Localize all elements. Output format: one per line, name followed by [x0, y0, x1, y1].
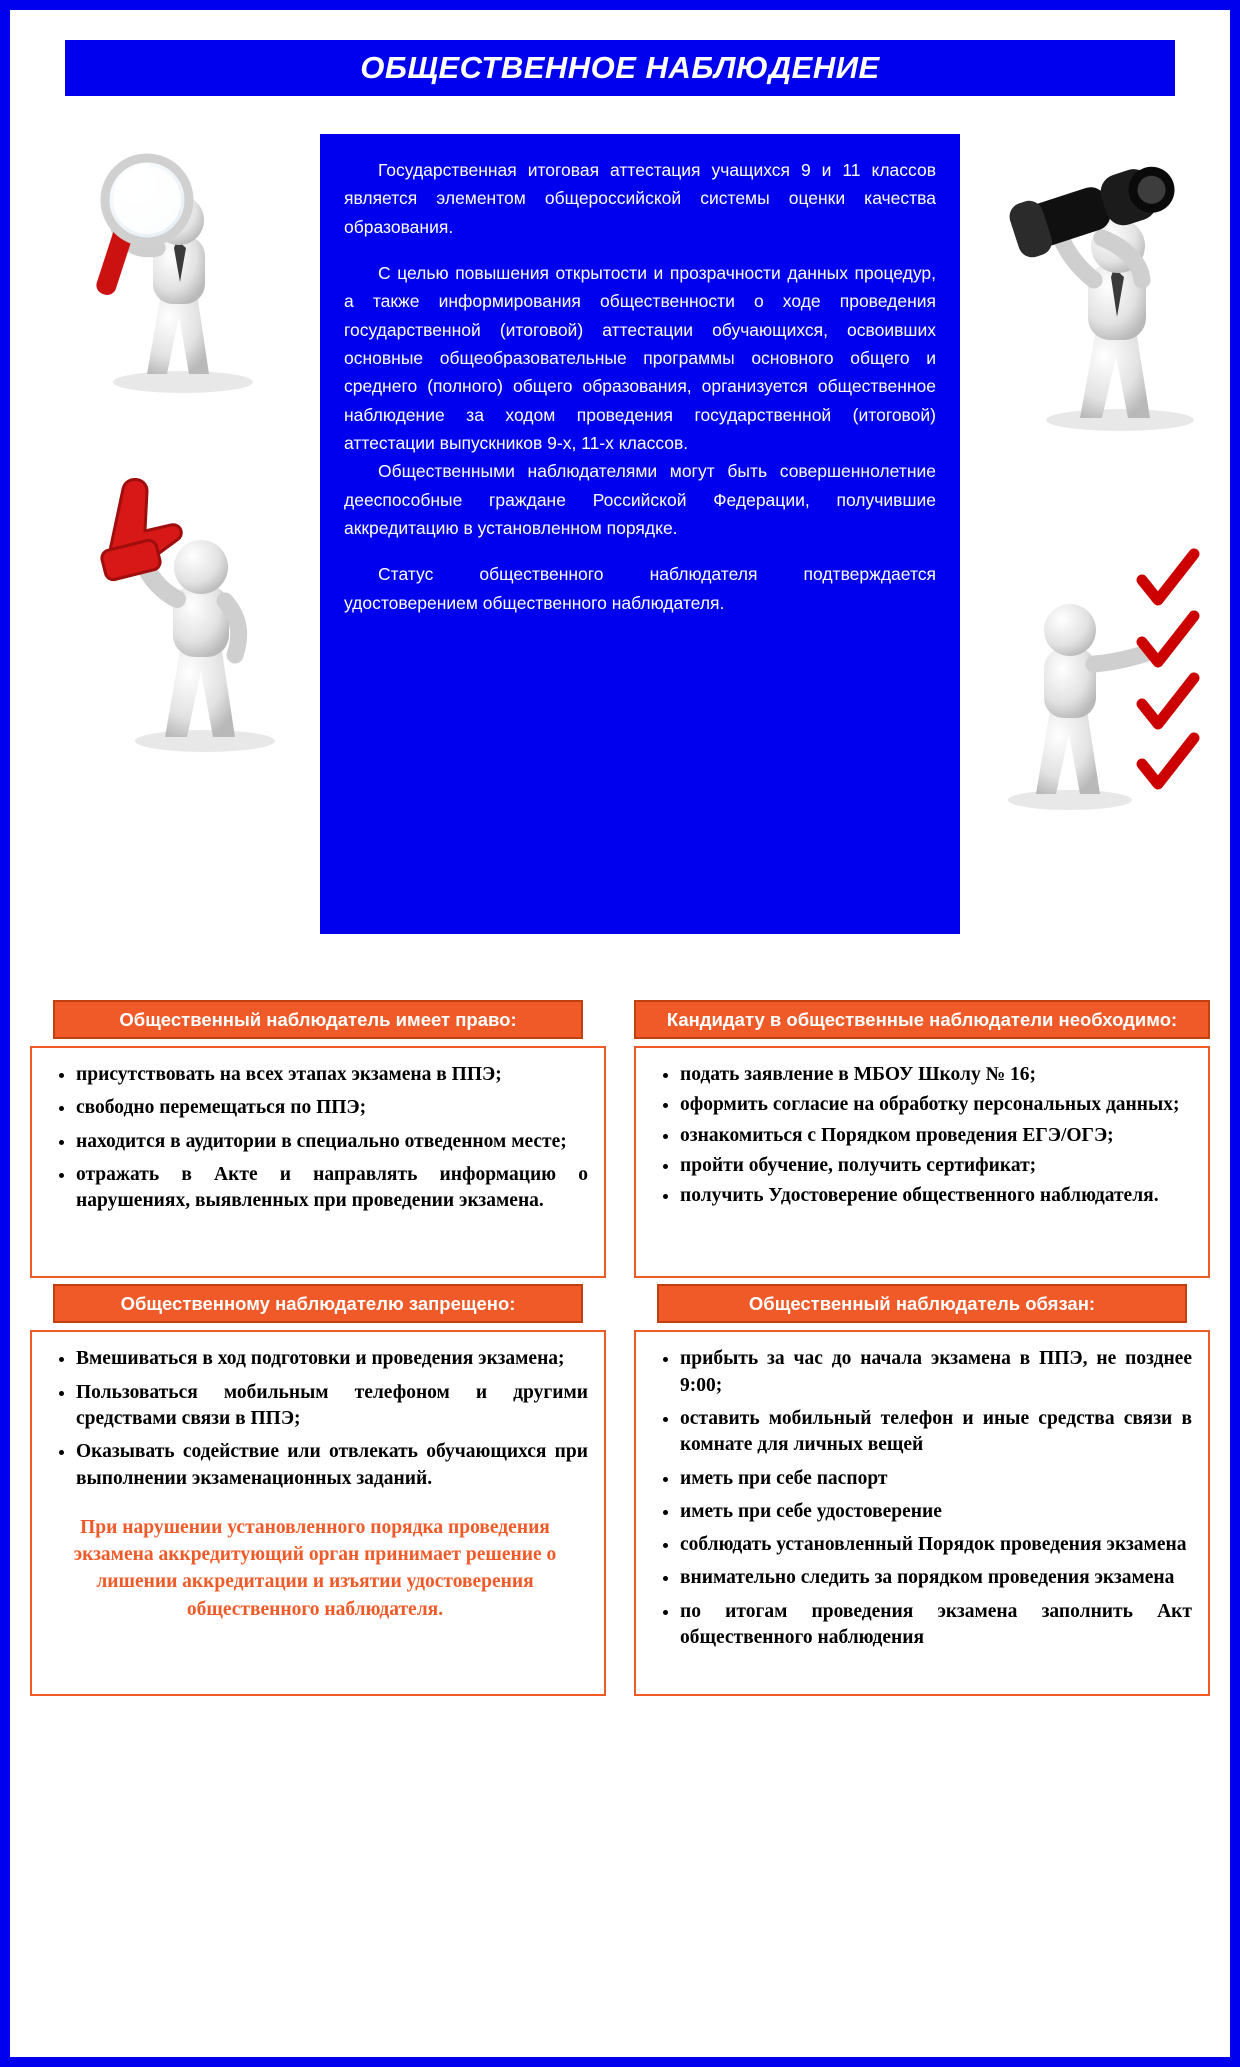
poster-title-bar	[65, 40, 1175, 96]
list-item: • Пользоваться мобильным телефоном и другими средствами связи в ППЭ;	[76, 1380, 588, 1433]
list-item: • Вмешиваться в ход подготовки и проведения экзамена;	[76, 1346, 588, 1372]
list-item: • пройти обучение, получить сертификат;	[680, 1153, 1192, 1179]
magnifier-figure	[65, 144, 295, 404]
list-item: • Оказывать содействие или отвлекать обучающихся при выполнении экзаменационных заданий.	[76, 1439, 588, 1492]
checkmarks-figure	[990, 534, 1230, 814]
panel-rights	[30, 1000, 606, 1278]
panel-forbidden-header: Общественному наблюдателю запрещено:	[53, 1284, 583, 1323]
list-item: • по итогам проведения экзамена заполнить Акт общественного наблюдения	[680, 1599, 1192, 1652]
list-item: • получить Удостоверение общественного наблюдателя.	[680, 1183, 1192, 1209]
panel-duties	[634, 1284, 1210, 1696]
list-item: • прибыть за час до начала экзамена в ППЭ, не позднее 9:00;	[680, 1346, 1192, 1399]
panel-candidate-header: Кандидату в общественные наблюдатели необходимо:	[634, 1000, 1210, 1039]
panel-duties-body	[634, 1330, 1210, 1696]
violation-warning: При нарушении установленного порядка проведения экзамена аккредитующий орган принимает решение о лишении аккредитации и изъятии удостоверения общественного наблюдателя.	[73, 1516, 557, 1620]
list-item: • иметь при себе паспорт	[680, 1466, 1192, 1492]
list-item: • ознакомиться с Порядком проведения ЕГЭ/ОГЭ;	[680, 1123, 1192, 1149]
panel-rights-header: Общественный наблюдатель имеет право:	[53, 1000, 583, 1039]
binoculars-figure	[990, 134, 1230, 434]
intro-text-box	[320, 134, 960, 934]
panel-forbidden	[30, 1284, 606, 1696]
list-item: • оформить согласие на обработку персональных данных;	[680, 1092, 1192, 1118]
list-item: • внимательно следить за порядком проведения экзамена	[680, 1565, 1192, 1591]
list-item: • оставить мобильный телефон и иные средства связи в комнате для личных вещей	[680, 1406, 1192, 1459]
panel-candidate	[634, 1000, 1210, 1278]
list-item: • находится в аудитории в специально отведенном месте;	[76, 1129, 588, 1155]
panel-candidate-body	[634, 1046, 1210, 1278]
list-item: • подать заявление в МБОУ Школу № 16;	[680, 1062, 1192, 1088]
list-item: • свободно перемещаться по ППЭ;	[76, 1095, 588, 1121]
panel-forbidden-body	[30, 1330, 606, 1696]
intro-paragraph-3: Общественными наблюдателями могут быть совершеннолетние дееспособные граждане Российской Федерации, получившие аккредитацию в установленном порядке.	[344, 461, 936, 539]
panel-duties-header: Общественный наблюдатель обязан:	[657, 1284, 1187, 1323]
panel-rights-body	[30, 1046, 606, 1278]
page-title: ОБЩЕСТВЕННОЕ НАБЛЮДЕНИЕ	[360, 50, 880, 85]
intro-paragraph-4: Статус общественного наблюдателя подтверждается удостоверением общественного наблюдателя.	[344, 564, 936, 613]
list-item: • иметь при себе удостоверение	[680, 1499, 1192, 1525]
intro-section	[30, 114, 1210, 994]
intro-paragraph-2: С целью повышения открытости и прозрачности данных процедур, а также информирования общественности о ходе проведения государственной (итоговой) аттестации обучающихся, освоивших основные общеобразовательные программы основного общего и среднего (полного) общего образования, организуется общественное наблюдение за ходом проведения государственной (итоговой) аттестации выпускников 9-х, 11-х классов.	[344, 263, 936, 454]
intro-paragraph-1: Государственная итоговая аттестация учащихся 9 и 11 классов является элементом общероссийской системы оценки качества образования.	[344, 160, 936, 237]
foam-finger-figure	[65, 459, 295, 759]
list-item: • отражать в Акте и направлять информацию о нарушениях, выявленных при проведении экзамена.	[76, 1162, 588, 1215]
list-item: • соблюдать установленный Порядок проведения экзамена	[680, 1532, 1192, 1558]
info-panels	[30, 1000, 1210, 1702]
list-item: • присутствовать на всех этапах экзамена в ППЭ;	[76, 1062, 588, 1088]
